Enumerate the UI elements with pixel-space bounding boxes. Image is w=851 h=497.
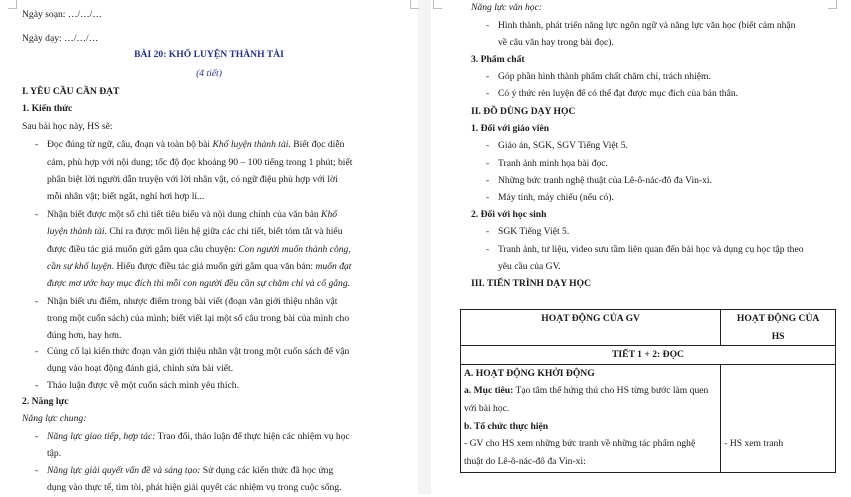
teacher-material-line: Giáo án, SGK, SGV Tiếng Việt 5. [498,140,628,151]
objective-line: với bài học. [464,402,510,414]
page-gutter [418,0,431,494]
date-taught: Ngày dạy: …/…/… [22,33,99,44]
knowledge-line: được điều tác giả muốn gửi gắm qua câu chuyện: Con người muốn thành công, [47,244,351,255]
knowledge-line: đúng hơn, hay hơn. [47,330,122,341]
knowledge-line: Củng cố lại kiến thức đoạn văn giới thiệu nhân vật trong một cuốn sách để vận [47,346,350,357]
student-material-line: yêu cầu của GV. [498,261,561,272]
bullet-dash: - [35,296,39,307]
lesson-duration: (4 tiết) [196,68,222,79]
competence-line: Năng lực giải quyết vấn đề và sáng tạo: Sử dụng các kiến thức đã học ứng [47,465,334,476]
table-header-row [461,310,836,346]
student-response: - HS xem tranh [724,437,784,449]
crop-mark [410,0,419,9]
subsection-heading-qualities: 3. Phẩm chất [471,54,525,65]
student-material-line: Tranh ảnh, tư liệu, video sưu tầm liên quan đến bài học và dụng cụ học tập theo [498,244,804,255]
subsection-heading-teacher: 1. Đối với giáo viên [471,123,550,134]
knowledge-line: mỗi nhân vật; biết ngắt, nghỉ hơi hợp lí... [47,191,205,202]
bullet-dash: - [35,465,39,476]
bullet-dash: - [486,140,490,151]
student-activity-header: HOẠT ĐỘNG CỦA HS [721,310,836,346]
competence-line: tập. [47,448,62,459]
knowledge-line: được mơ ước hay mục đích thì mỗi con người đều cần sự chăm chỉ và cố gắng. [47,278,351,289]
knowledge-line: cảm, phù hợp với nội dung; tốc độ đọc khoảng 90 – 100 tiếng trong 1 phút; biết [47,157,353,168]
competence-line: Năng lực giao tiếp, hợp tác: Trao đổi, thảo luận để thực hiện các nhiệm vụ học [47,431,350,442]
left-page [0,0,418,494]
procedure-line: - GV cho HS xem những bức tranh về những tác phẩm nghệ [464,438,696,450]
bullet-dash: - [486,158,490,169]
bullet-dash: - [486,244,490,255]
bullet-dash: - [486,88,490,99]
bullet-dash: - [486,20,490,31]
teacher-activity-cell [461,364,721,473]
bullet-dash: - [486,175,490,186]
table-row [461,364,836,473]
bullet-dash: - [486,192,490,203]
literary-line: về câu văn hay trong bài đọc). [498,37,614,48]
quality-line: Có ý thức rèn luyện để có thể đạt được mục đích của bản thân. [498,88,739,99]
objective-line: a. Mục tiêu: Tạo tâm thế hứng thú cho HS từng bước làm quen [464,385,709,397]
knowledge-line: Nhận biết được một số chi tiết tiêu biểu và nội dung chính của văn bản Khổ [47,209,338,220]
procedure-heading: b. Tổ chức thực hiện [464,420,549,432]
knowledge-line: Nhận biết ưu điểm, nhược điểm trong bài viết (đoạn văn giới thiệu nhân vật [47,296,338,307]
quality-line: Góp phần hình thành phẩm chất chăm chỉ, trách nhiệm. [498,71,711,82]
crop-mark [433,0,442,9]
teacher-material-line: Tranh ảnh minh họa bài đọc. [498,158,608,169]
competence-line: dụng vào thực tế, tìm tòi, phát hiện giải quyết các nhiệm vụ trong cuộc sống. [47,482,342,493]
section-heading-materials: II. ĐỒ DÙNG DẠY HỌC [471,106,576,117]
literary-line: Hình thành, phát triển năng lực ngôn ngữ và năng lực văn học (biết cảm nhận [498,20,796,31]
literary-competence-label: Năng lực văn học: [471,2,543,13]
bullet-dash: - [35,209,39,220]
lesson-plan-table [460,309,836,473]
period-header: TIẾT 1 + 2: ĐỌC [461,346,836,365]
bullet-dash: - [35,139,39,150]
table-row [461,346,836,365]
lesson-title: BÀI 20: KHỔ LUYỆN THÀNH TÀI [134,49,284,60]
bullet-dash: - [35,380,39,391]
bullet-dash: - [486,71,490,82]
knowledge-line: Thảo luận được về một cuốn sách mình yêu thích. [47,380,239,391]
knowledge-line: cần sự khổ luyện. Hiểu được điều tác giả muốn gửi gắm qua văn bản: muốn đạt [47,261,352,272]
right-page [431,0,851,494]
section-heading-requirements: I. YÊU CẦU CẦN ĐẠT [22,86,120,97]
teacher-material-line: Máy tính, máy chiếu (nếu có). [498,192,614,203]
student-material-line: SGK Tiếng Việt 5. [498,226,570,237]
procedure-line: thuật do Lê-ô-nác-đô đa Vin-xi: [464,455,586,467]
date-prepared: Ngày soạn: …/…/… [22,9,102,20]
crop-mark [8,0,17,9]
knowledge-line: trong một cuốn sách) của mình; biết viết lại một số câu trong bài của mình cho [47,313,350,324]
knowledge-line: luyện thành tài. Chỉ ra được mối liên hệ giữa các chi tiết, biết tóm tắt và hiểu [47,226,343,237]
subsection-heading-knowledge: 1. Kiến thức [22,103,73,114]
knowledge-line: dụng vào hoạt động đánh giá, chỉnh sửa bài viết. [47,363,234,374]
bullet-dash: - [35,346,39,357]
crop-mark [828,0,837,9]
teacher-material-line: Những bức tranh nghệ thuật của Lê-ô-nác-đô đa Vin-xi. [498,175,712,186]
teacher-activity-header: HOẠT ĐỘNG CỦA GV [461,310,721,346]
knowledge-line: phân biệt lời người dẫn truyện với lời nhân vật, có ngữ điệu phù hợp với lời [47,174,338,185]
intro-text: Sau bài học này, HS sẽ: [22,121,113,132]
activity-heading: A. HOẠT ĐỘNG KHỞI ĐỘNG [464,367,595,379]
subsection-heading-competence: 2. Năng lực [22,396,69,407]
section-heading-process: III. TIẾN TRÌNH DẠY HỌC [471,278,592,289]
knowledge-line: Đọc đúng từ ngữ, câu, đoạn và toàn bộ bài Khổ luyện thành tài. Biết đọc diễn [47,139,345,150]
student-activity-cell [721,364,836,473]
subsection-heading-student: 2. Đối với học sinh [471,209,547,220]
general-competence-label: Năng lực chung: [22,413,87,424]
bullet-dash: - [35,431,39,442]
bullet-dash: - [486,226,490,237]
